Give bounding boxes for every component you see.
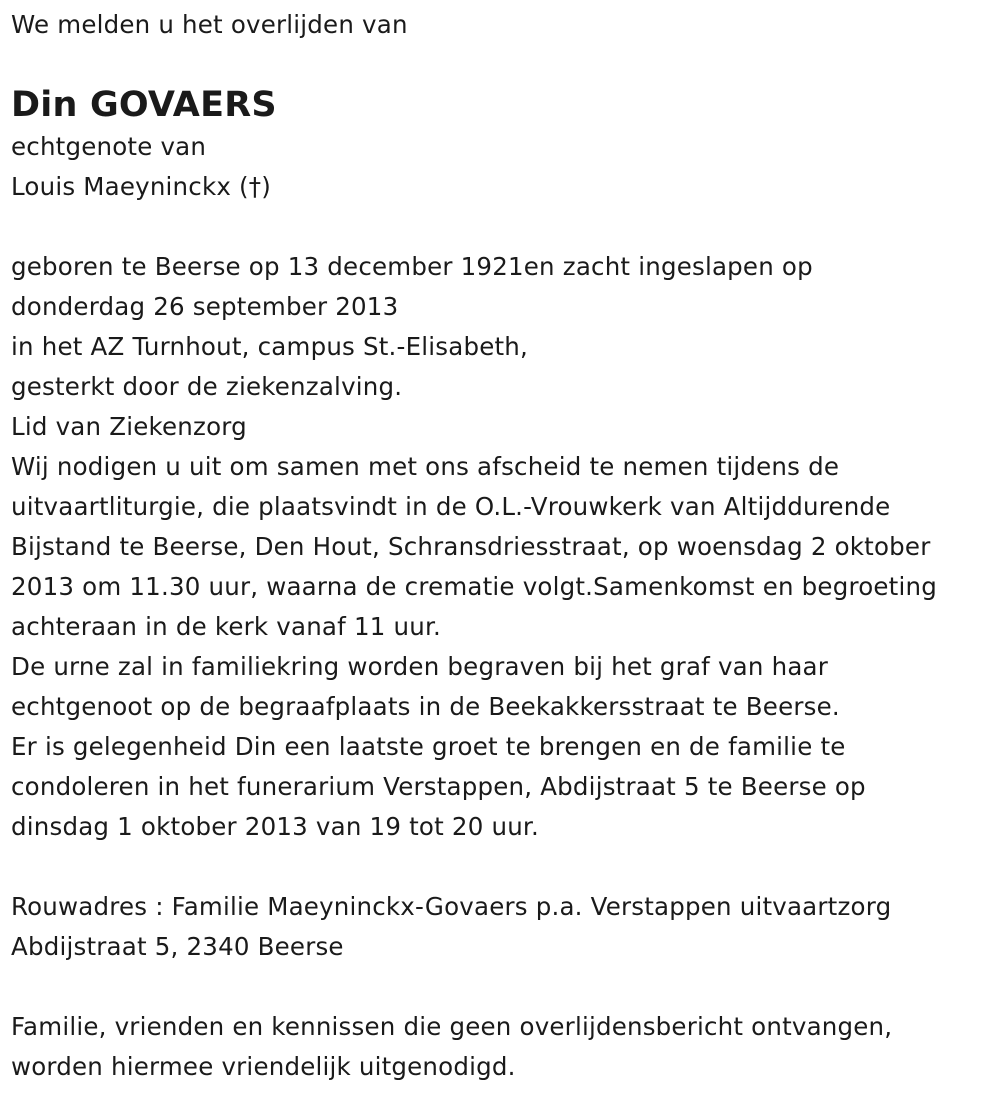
body-line: Lid van Ziekenzorg — [11, 412, 247, 441]
body-line: donderdag 26 september 2013 — [11, 292, 399, 321]
body-line: geboren te Beerse op 13 december 1921en zacht ingeslapen op — [11, 252, 813, 281]
obituary-body — [11, 247, 996, 847]
spacer — [11, 207, 996, 247]
intro-text: We melden u het overlijden van — [11, 10, 408, 39]
spouse-name: Louis Maeyninckx (†) — [11, 172, 271, 201]
spouse-relation: echtgenote van — [11, 132, 207, 161]
body-line: Er is gelegenheid Din een laatste groet te brengen en de familie te — [11, 732, 846, 761]
mourning-address — [11, 887, 996, 967]
body-line: echtgenoot op de begraafplaats in de Beekakkersstraat te Beerse. — [11, 692, 840, 721]
body-line: condoleren in het funerarium Verstappen, Abdijstraat 5 te Beerse op — [11, 772, 866, 801]
obituary-notice — [11, 0, 996, 1087]
body-line: De urne zal in familiekring worden begraven bij het graf van haar — [11, 652, 829, 681]
body-line: uitvaartliturgie, die plaatsvindt in de O.L.-Vrouwkerk van Altijddurende — [11, 492, 891, 521]
spacer — [11, 847, 996, 887]
closing-note — [11, 1007, 996, 1087]
closing-line: worden hiermee vriendelijk uitgenodigd. — [11, 1052, 516, 1081]
body-line: Bijstand te Beerse, Den Hout, Schransdriesstraat, op woensdag 2 oktober — [11, 532, 931, 561]
body-line: 2013 om 11.30 uur, waarna de crematie volgt.Samenkomst en begroeting — [11, 572, 937, 601]
body-line: achteraan in de kerk vanaf 11 uur. — [11, 612, 441, 641]
address-line: Abdijstraat 5, 2340 Beerse — [11, 932, 344, 961]
deceased-name: Din GOVAERS — [11, 85, 277, 125]
closing-line: Familie, vrienden en kennissen die geen overlijdensbericht ontvangen, — [11, 1012, 893, 1041]
body-line: Wij nodigen u uit om samen met ons afscheid te nemen tijdens de — [11, 452, 840, 481]
body-line: dinsdag 1 oktober 2013 van 19 tot 20 uur. — [11, 812, 539, 841]
address-line: Rouwadres : Familie Maeyninckx-Govaers p.a. Verstappen uitvaartzorg — [11, 892, 892, 921]
body-line: in het AZ Turnhout, campus St.-Elisabeth, — [11, 332, 529, 361]
body-line: gesterkt door de ziekenzalving. — [11, 372, 403, 401]
spacer — [11, 967, 996, 1007]
